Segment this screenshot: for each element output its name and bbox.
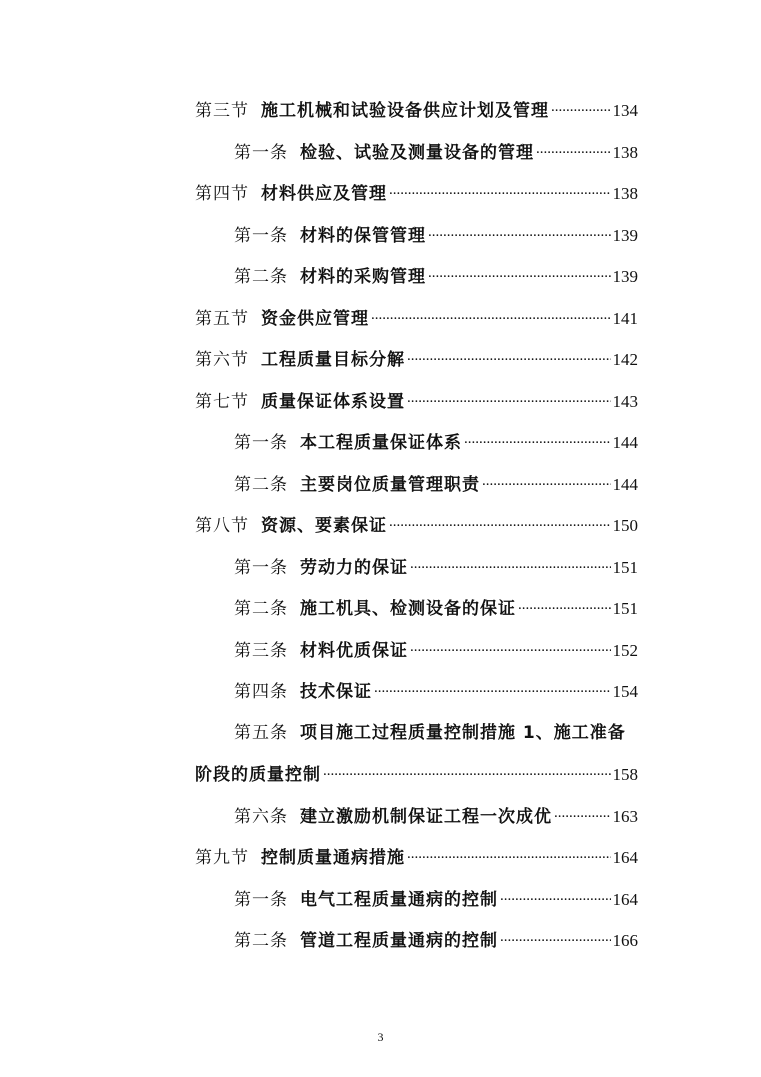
toc-entry-title: 材料优质保证 xyxy=(300,641,408,661)
toc-entry[interactable] xyxy=(195,341,638,371)
toc-entry-page: 158 xyxy=(612,765,638,784)
toc-entry[interactable] xyxy=(234,922,638,952)
toc-dot-leader xyxy=(389,515,611,537)
toc-entry-number: 第一条 xyxy=(234,226,288,245)
toc-entry-title: 项目施工过程质量控制措施 1、施工准备 xyxy=(300,723,626,743)
toc-entry-title: 施工机具、检测设备的保证 xyxy=(300,599,516,619)
toc-entry-page: 143 xyxy=(612,392,638,411)
toc-entry-title: 劳动力的保证 xyxy=(300,558,408,578)
toc-dot-leader xyxy=(323,764,611,786)
toc-entry[interactable] xyxy=(195,839,638,869)
toc-entry-title: 质量保证体系设置 xyxy=(261,392,405,412)
toc-entry-title: 施工机械和试验设备供应计划及管理 xyxy=(261,101,549,121)
toc-entry-title: 技术保证 xyxy=(300,682,372,702)
toc-entry[interactable] xyxy=(234,549,638,579)
toc-dot-leader xyxy=(536,142,611,164)
toc-entry-number: 第七节 xyxy=(195,392,249,411)
toc-entry-page: 152 xyxy=(612,641,638,660)
toc-entry[interactable] xyxy=(234,798,638,828)
toc-entry-page: 151 xyxy=(612,599,638,618)
toc-entry-title: 管道工程质量通病的控制 xyxy=(300,931,498,951)
toc-entry-title: 材料的采购管理 xyxy=(300,267,426,287)
page-number: 3 xyxy=(377,1030,384,1044)
toc-entry-title-continued: 阶段的质量控制 xyxy=(195,765,321,785)
toc-dot-leader xyxy=(407,391,611,413)
toc-entry[interactable] xyxy=(234,673,638,703)
toc-entry-page: 138 xyxy=(612,143,638,162)
toc-entry[interactable] xyxy=(195,92,638,122)
toc-entry[interactable] xyxy=(234,632,638,662)
toc-entry-number: 第一条 xyxy=(234,558,288,577)
toc-dot-leader xyxy=(371,308,611,330)
toc-entry[interactable] xyxy=(195,300,638,330)
toc-entry[interactable] xyxy=(234,424,638,454)
toc-entry-number: 第二条 xyxy=(234,931,288,950)
toc-dot-leader xyxy=(410,640,611,662)
toc-dot-leader xyxy=(407,349,611,371)
toc-entry-number: 第二条 xyxy=(234,599,288,618)
toc-entry-number: 第八节 xyxy=(195,516,249,535)
toc-entry-title: 资金供应管理 xyxy=(261,309,369,329)
toc-entry[interactable] xyxy=(234,466,638,496)
toc-entry[interactable] xyxy=(195,383,638,413)
toc-dot-leader xyxy=(500,889,611,911)
toc-entry-page: 154 xyxy=(612,682,638,701)
toc-entry-title: 检验、试验及测量设备的管理 xyxy=(300,143,534,163)
toc-entry-number: 第四条 xyxy=(234,682,288,701)
toc-entry-page: 164 xyxy=(612,848,638,867)
toc-entry-title: 工程质量目标分解 xyxy=(261,350,405,370)
toc-dot-leader xyxy=(482,474,611,496)
toc-entry-number: 第一条 xyxy=(234,890,288,909)
toc-entry-number: 第四节 xyxy=(195,184,249,203)
toc-entry-title: 本工程质量保证体系 xyxy=(300,433,462,453)
toc-entry-title: 电气工程质量通病的控制 xyxy=(300,890,498,910)
toc-entry-number: 第一条 xyxy=(234,433,288,452)
toc-entry[interactable] xyxy=(234,134,638,164)
toc-entry-page: 141 xyxy=(612,309,638,328)
toc-entry-page: 166 xyxy=(612,931,638,950)
toc-dot-leader xyxy=(554,806,611,828)
toc-entry-title: 主要岗位质量管理职责 xyxy=(300,475,480,495)
toc-entry-page: 163 xyxy=(612,807,638,826)
toc-dot-leader xyxy=(410,557,611,579)
toc-entry-page: 150 xyxy=(612,516,638,535)
toc-entry[interactable] xyxy=(195,507,638,537)
toc-entry-page: 144 xyxy=(612,433,638,452)
toc-dot-leader xyxy=(407,847,611,869)
toc-dot-leader xyxy=(464,432,611,454)
toc-entry-title: 控制质量通病措施 xyxy=(261,848,405,868)
toc-dot-leader xyxy=(551,100,611,122)
toc-entry-number: 第五条 xyxy=(234,723,288,742)
toc-entry-number: 第五节 xyxy=(195,309,249,328)
toc-entry-number: 第六条 xyxy=(234,807,288,826)
toc-entry-number: 第二条 xyxy=(234,475,288,494)
toc-dot-leader xyxy=(518,598,611,620)
toc-entry[interactable] xyxy=(234,258,638,288)
toc-entry-page: 138 xyxy=(612,184,638,203)
toc-entry-wrapped-line1[interactable] xyxy=(234,722,626,744)
toc-entry-page: 139 xyxy=(612,267,638,286)
toc-entry-page: 144 xyxy=(612,475,638,494)
toc-entry-title: 材料的保管管理 xyxy=(300,226,426,246)
toc-entry-title: 材料供应及管理 xyxy=(261,184,387,204)
toc-dot-leader xyxy=(428,266,611,288)
toc-entry[interactable] xyxy=(195,175,638,205)
toc-entry-number: 第二条 xyxy=(234,267,288,286)
toc-entry-number: 第三节 xyxy=(195,101,249,120)
toc-entry[interactable] xyxy=(234,881,638,911)
toc-entry-number: 第三条 xyxy=(234,641,288,660)
toc-entry-page: 164 xyxy=(612,890,638,909)
toc-entry-page: 151 xyxy=(612,558,638,577)
toc-entry[interactable] xyxy=(234,590,638,620)
toc-dot-leader xyxy=(428,225,611,247)
toc-entry-title: 资源、要素保证 xyxy=(261,516,387,536)
toc-entry-number: 第九节 xyxy=(195,848,249,867)
toc-entry-number: 第六节 xyxy=(195,350,249,369)
toc-entry-title: 建立激励机制保证工程一次成优 xyxy=(300,807,552,827)
toc-dot-leader xyxy=(389,183,611,205)
toc-entry-page: 134 xyxy=(612,101,638,120)
toc-entry-wrapped-line2[interactable] xyxy=(195,756,638,786)
toc-entry[interactable] xyxy=(234,217,638,247)
toc-entry-page: 139 xyxy=(612,226,638,245)
toc-dot-leader xyxy=(374,681,611,703)
toc-entry-page: 142 xyxy=(612,350,638,369)
toc-entry-number: 第一条 xyxy=(234,143,288,162)
toc-dot-leader xyxy=(500,930,611,952)
